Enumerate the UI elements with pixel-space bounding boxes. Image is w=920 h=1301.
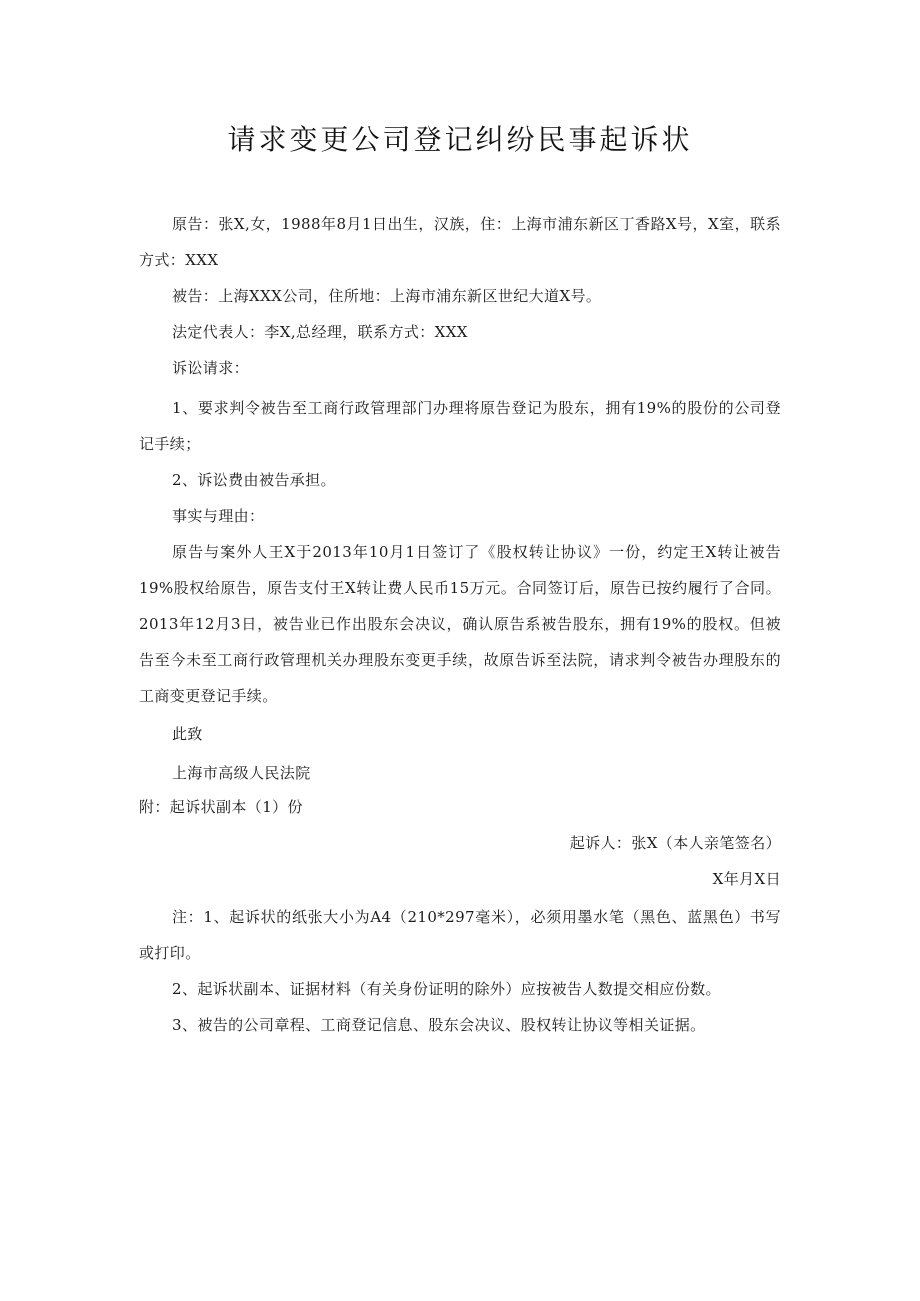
claim-item-1: 1、要求判令被告至工商行政管理部门办理将原告登记为股东，拥有19%的股份的公司登记手续； bbox=[139, 399, 781, 453]
legal-representative: 法定代表人：李X,总经理，联系方式：XXX bbox=[172, 323, 468, 341]
note-1: 注：1、起诉状的纸张大小为A4（210*297毫米），必须用墨水笔（黑色、蓝黑色）书写或打印。 bbox=[139, 908, 781, 962]
signature-line: 起诉人：张X（本人亲笔签名） bbox=[569, 834, 781, 852]
court-name: 上海市高级人民法院 bbox=[172, 764, 311, 782]
date-line: X年月X日 bbox=[712, 870, 781, 888]
closing-salutation: 此致 bbox=[172, 725, 203, 743]
plaintiff-info: 原告：张X,女，1988年8月1日出生，汉族，住：上海市浦东新区丁香路X号，X室，联系方式：XXX bbox=[139, 215, 781, 269]
claim-item-2: 2、诉讼费由被告承担。 bbox=[172, 471, 336, 489]
facts-body: 原告与案外人王X于2013年10月1日签订了《股权转让协议》一份，约定王X转让被告19%股权给原告，原告支付王X转让费人民币15万元。合同签订后，原告已按约履行了合同。2013年12月3日，被告业已作出股东会决议，确认原告系被告股东，拥有19%的股权。但被告至今未至工商行政管理机关办理股东变更手续，故原告诉至法院，请求判令被告办理股东的工商变更登记手续。 bbox=[139, 543, 781, 705]
note-2: 2、起诉状副本、证据材料（有关身份证明的除外）应按被告人数提交相应份数。 bbox=[172, 980, 721, 998]
defendant-info: 被告：上海XXX公司，住所地：上海市浦东新区世纪大道X号。 bbox=[172, 287, 602, 305]
attachment-note: 附：起诉状副本（1）份 bbox=[139, 798, 303, 816]
claims-heading: 诉讼请求： bbox=[172, 359, 250, 377]
document-title: 请求变更公司登记纠纷民事起诉状 bbox=[227, 123, 693, 156]
note-3: 3、被告的公司章程、工商登记信息、股东会决议、股权转让协议等相关证据。 bbox=[172, 1016, 706, 1034]
facts-heading: 事实与理由： bbox=[172, 507, 265, 525]
